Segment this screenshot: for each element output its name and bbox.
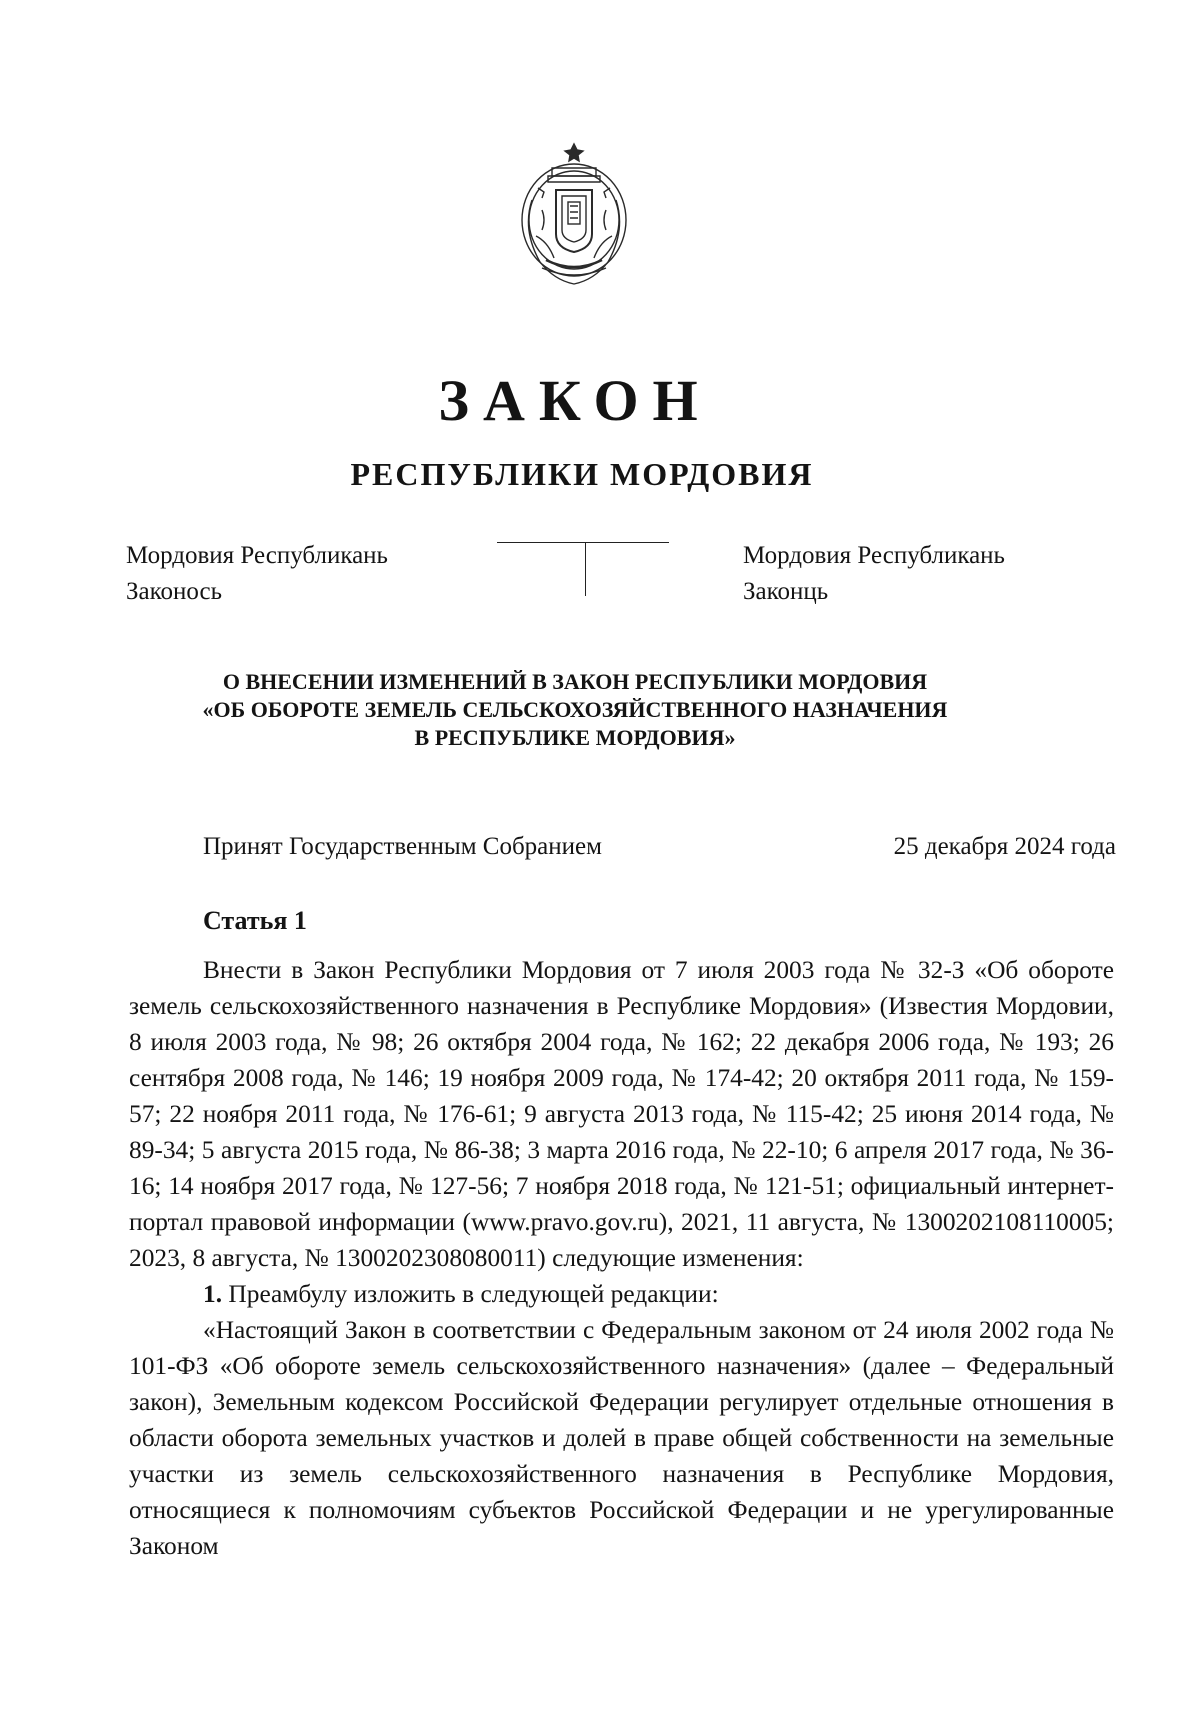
article-item-1 bbox=[129, 1276, 1114, 1312]
item-text: Преамбулу изложить в следующей редакции: bbox=[228, 1280, 719, 1308]
registration-line-horizontal bbox=[497, 542, 669, 543]
article-body bbox=[129, 952, 1114, 1564]
registration-number-field bbox=[497, 542, 669, 596]
erzya-caption-right bbox=[743, 538, 1005, 610]
item-number: 1. bbox=[203, 1280, 223, 1308]
adoption-label: Принят Государственным Собранием bbox=[203, 833, 602, 860]
law-title: ЗАКОН bbox=[438, 368, 712, 433]
erzya-caption-left-line-2: Законось bbox=[126, 578, 222, 605]
article-intro-paragraph: Внести в Закон Республики Мордовия от 7 июля 2003 года № 32-З «Об обороте земель сельскохозяйственного назначения в Республике Мордовия» (Известия Мордовии, 8 июля 2003 года, № 98; 26 октября 2004 года, № 162; 22 декабря 2006 года, № 193; 26 сентября 2008 года, № 146; 19 ноября 2009 года, № 174-42; 20 октября 2011 года, № 159-57; 22 ноября 2011 года, № 176-61; 9 августа 2013 года, № 115-42; 25 июня 2014 года, № 89-34; 5 августа 2015 года, № 86-38; 3 марта 2016 года, № 22-10; 6 апреля 2017 года, № 36-16; 14 ноября 2017 года, № 127-56; 7 ноября 2018 года, № 121-51; официальный интернет-портал правовой информации (www.pravo.gov.ru), 2021, 11 августа, № 1300202108110005; 2023, 8 августа, № 1300202308080011) следующие изменения: bbox=[129, 956, 1114, 1272]
adoption-line bbox=[203, 831, 1116, 863]
document-title bbox=[0, 668, 1150, 752]
erzya-caption-left-line-1: Мордовия Республикань bbox=[126, 542, 388, 569]
document-title-line-1: О ВНЕСЕНИИ ИЗМЕНЕНИЙ В ЗАКОН РЕСПУБЛИКИ МОРДОВИЯ bbox=[222, 669, 928, 694]
erzya-caption-right-line-2: Законць bbox=[743, 578, 829, 605]
document-title-line-2: «ОБ ОБОРОТЕ ЗЕМЕЛЬ СЕЛЬСКОХОЗЯЙСТВЕННОГО НАЗНАЧЕНИЯ bbox=[202, 697, 948, 722]
adoption-date: 25 декабря 2024 года bbox=[893, 833, 1116, 860]
registration-line-vertical bbox=[585, 542, 586, 596]
law-subtitle: РЕСПУБЛИКИ МОРДОВИЯ bbox=[350, 456, 814, 492]
preamble-quote-paragraph: «Настоящий Закон в соответствии с Федеральным законом от 24 июля 2002 года № 101-ФЗ «Об обороте земель сельскохозяйственного назначения» (далее – Федеральный закон), Земельным кодексом Российской Федерации регулирует отдельные отношения в области оборота земельных участков и долей в праве общей собственности на земельные участки из земель сельскохозяйственного назначения в Республике Мордовия, относящиеся к полномочиям субъектов Российской Федерации и не урегулированные Законом bbox=[129, 1316, 1114, 1560]
coat-of-arms-emblem bbox=[512, 140, 636, 290]
erzya-caption-right-line-1: Мордовия Республикань bbox=[743, 542, 1005, 569]
document-title-line-3: В РЕСПУБЛИКЕ МОРДОВИЯ» bbox=[414, 725, 736, 750]
erzya-caption-left bbox=[126, 538, 388, 610]
article-heading: Статья 1 bbox=[203, 906, 307, 935]
